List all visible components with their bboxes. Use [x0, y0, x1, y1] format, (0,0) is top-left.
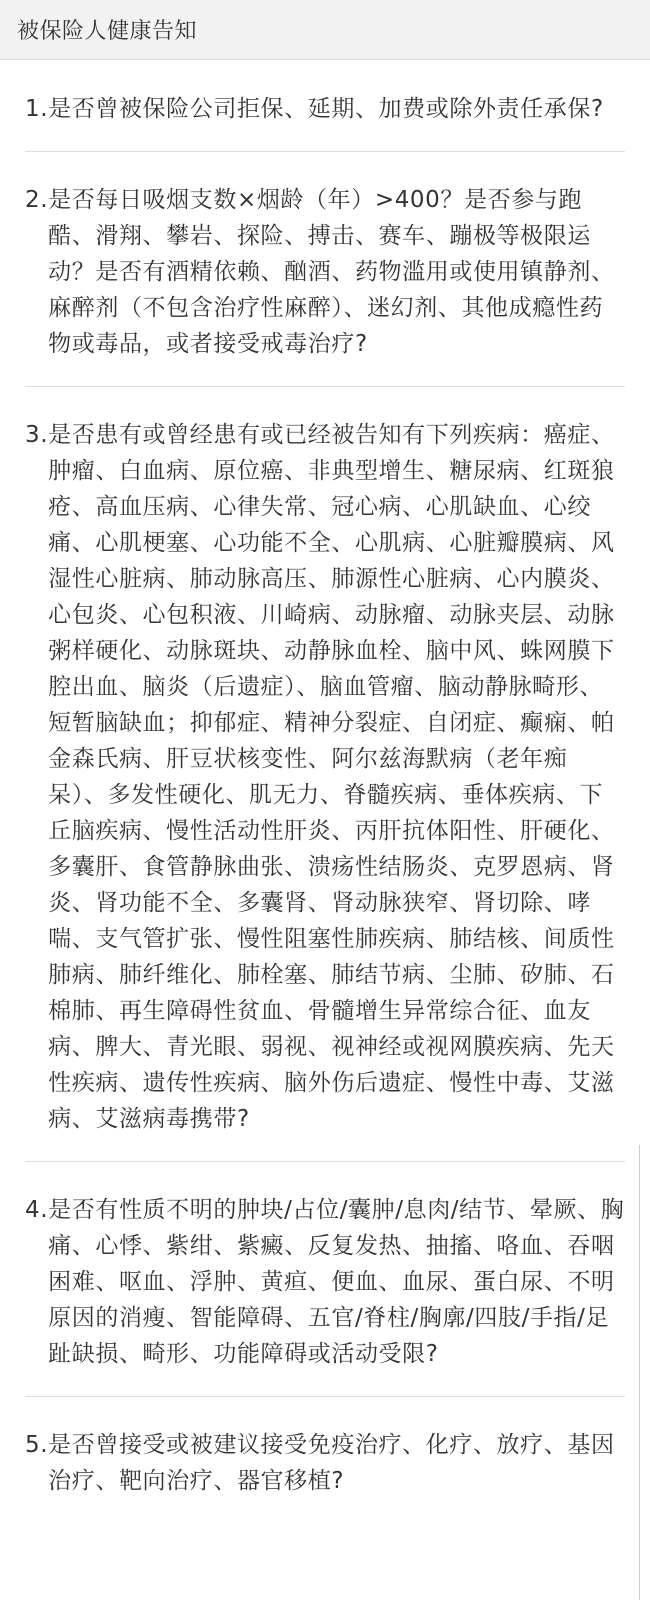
question-number: 4.	[25, 1197, 49, 1223]
question-text: 是否有性质不明的肿块/占位/囊肿/息肉/结节、晕厥、胸痛、心悸、紫绀、紫癜、反复发热、抽搐、咯血、吞咽困难、呕血、浮肿、黄疸、便血、血尿、蛋白尿、不明原因的消瘦、智能障碍、五官/脊柱/胸廓/四肢/手指/足趾缺损、畸形、功能障碍或活动受限?	[48, 1197, 625, 1367]
divider	[25, 151, 625, 152]
question-text: 是否曾接受或被建议接受免疫治疗、化疗、放疗、基因治疗、靶向治疗、器官移植?	[48, 1432, 615, 1494]
question-item-1	[25, 91, 625, 127]
question-item-4	[25, 1192, 625, 1372]
divider	[25, 386, 625, 387]
divider	[25, 1161, 625, 1162]
question-item-5	[25, 1427, 625, 1499]
divider	[25, 1396, 625, 1397]
question-number: 1.	[25, 96, 49, 122]
question-item-3	[25, 417, 625, 1137]
page-header	[0, 0, 650, 60]
question-item-2	[25, 182, 625, 362]
scroll-edge-line	[639, 1145, 640, 1600]
question-text: 是否患有或曾经患有或已经被告知有下列疾病：癌症、肿瘤、白血病、原位癌、非典型增生、糖尿病、红斑狼疮、高血压病、心律失常、冠心病、心肌缺血、心绞痛、心肌梗塞、心功能不全、心肌病、心脏瓣膜病、风湿性心脏病、肺动脉高压、肺源性心脏病、心内膜炎、心包炎、心包积液、川崎病、动脉瘤、动脉夹层、动脉粥样硬化、动脉斑块、动静脉血栓、脑中风、蛛网膜下腔出血、脑炎（后遗症）、脑血管瘤、脑动静脉畸形、短暂脑缺血；抑郁症、精神分裂症、自闭症、癫痫、帕金森氏病、肝豆状核变性、阿尔兹海默病（老年痴呆）、多发性硬化、肌无力、脊髓疾病、垂体疾病、下丘脑疾病、慢性活动性肝炎、丙肝抗体阳性、肝硬化、多囊肝、食管静脉曲张、溃疡性结肠炎、克罗恩病、肾炎、肾功能不全、多囊肾、肾动脉狭窄、肾切除、哮喘、支气管扩张、慢性阻塞性肺疾病、肺结核、间质性肺病、肺纤维化、肺栓塞、肺结节病、尘肺、矽肺、石棉肺、再生障碍性贫血、骨髓增生异常综合征、血友病、脾大、青光眼、弱视、视神经或视网膜疾病、先天性疾病、遗传性疾病、脑外伤后遗症、慢性中毒、艾滋病、艾滋病毒携带?	[48, 422, 615, 1132]
question-list	[0, 91, 650, 1499]
question-number: 5.	[25, 1432, 49, 1458]
page-title: 被保险人健康告知	[17, 19, 198, 44]
question-text: 是否每日吸烟支数×烟龄（年）>400？是否参与跑酷、滑翔、攀岩、探险、搏击、赛车、蹦极等极限运动？是否有酒精依赖、酗酒、药物滥用或使用镇静剂、麻醉剂（不包含治疗性麻醉）、迷幻剂、其他成瘾性药物或毒品，或者接受戒毒治疗?	[48, 187, 615, 357]
question-text: 是否曾被保险公司拒保、延期、加费或除外责任承保?	[48, 96, 604, 122]
question-number: 3.	[25, 422, 49, 448]
question-number: 2.	[25, 187, 49, 213]
